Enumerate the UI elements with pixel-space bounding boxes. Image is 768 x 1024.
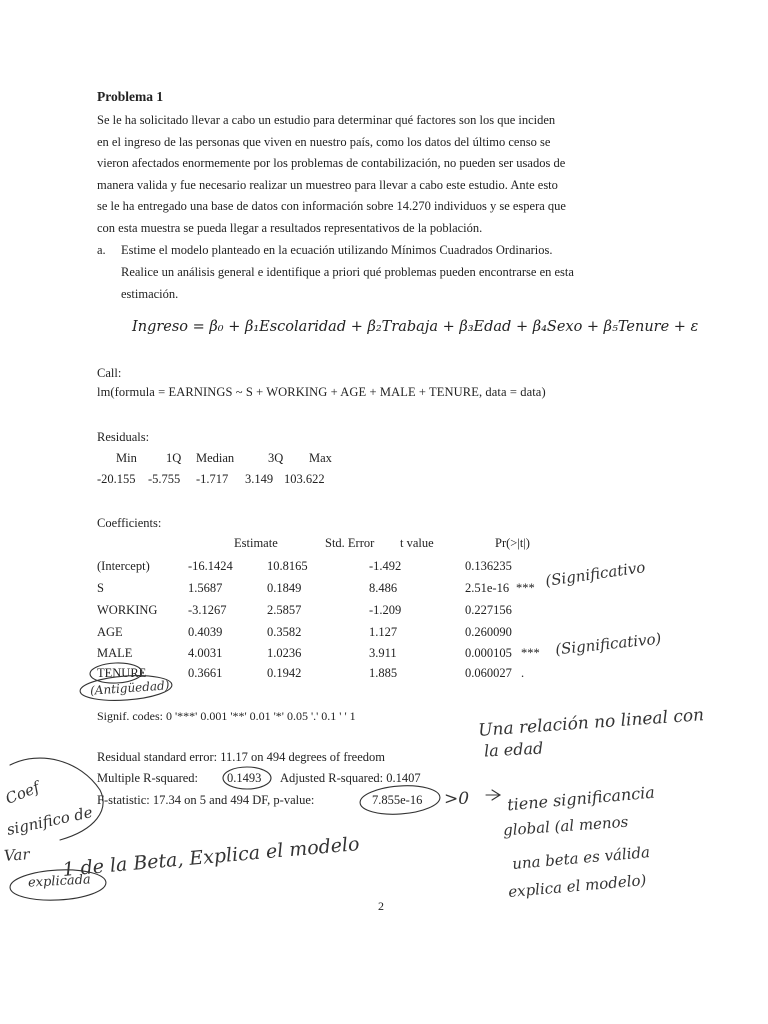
page-number: 2 [378, 899, 384, 913]
coef-p: 0.260090 [465, 625, 512, 639]
problem-title: Problema 1 [97, 89, 164, 104]
adj-r2-line: Adjusted R-squared: 0.1407 [280, 771, 421, 785]
coef-t: -1.492 [369, 559, 402, 573]
coef-estimate: 0.4039 [188, 625, 223, 639]
residual-value: -5.755 [148, 472, 181, 486]
intro-line: en el ingreso de las personas que viven en nuestro país, como los datos del último censo se [97, 134, 551, 149]
residual-header: Max [309, 451, 332, 465]
residual-value: -1.717 [196, 472, 229, 486]
coef-t: -1.209 [369, 603, 402, 617]
item-line: Estime el modelo planteado en la ecuación utilizando Mínimos Cuadrados Ordinarios. [121, 243, 553, 257]
coef-name: AGE [97, 625, 123, 639]
handwritten-note: (Antigüedad) [89, 678, 170, 698]
coef-sig: *** [521, 646, 540, 660]
coef-header: Pr(>|t|) [495, 536, 530, 550]
signif-codes: Signif. codes: 0 '***' 0.001 '**' 0.01 '*' 0.05 '.' 0.1 ' ' 1 [97, 709, 356, 723]
intro-line: manera valida y fue necesario realizar un muestreo para llevar a cabo este estudio. Ante esto [97, 177, 558, 192]
question-item-a [97, 239, 672, 305]
handwritten-note: tiene significancia [506, 782, 656, 815]
handwritten-note: significo de [5, 803, 95, 839]
coef-p: 0.227156 [465, 603, 512, 617]
coef-t: 8.486 [369, 581, 398, 595]
call-label: Call: [97, 366, 122, 380]
residual-header: 3Q [268, 451, 284, 465]
handwritten-note: la edad [483, 738, 544, 761]
coef-estimate: -16.1424 [188, 559, 233, 573]
coefficients-label: Coefficients: [97, 516, 162, 530]
residual-header: Median [196, 451, 235, 465]
handwritten-note: Una relación no lineal con [477, 705, 705, 741]
intro-line: vieron afectados enormemente por los problemas de contabilización, no pueden ser usados de [97, 156, 566, 170]
pvalue: 7.855e-16 [372, 793, 423, 807]
handwritten-note: global (al menos [502, 812, 629, 840]
coef-estimate: 0.3661 [188, 666, 223, 680]
residuals-label: Residuals: [97, 430, 150, 444]
handwritten-note: (Significativo [544, 558, 647, 590]
item-line: Realice un análisis general e identifique a priori qué problemas pueden encontrarse en esta [121, 265, 574, 279]
coef-estimate: 4.0031 [188, 646, 223, 660]
coef-p: 0.136235 [465, 559, 512, 573]
handwritten-note: una beta es válida [511, 843, 651, 873]
coef-p: 2.51e-16 [465, 581, 510, 595]
coef-t: 3.911 [369, 646, 397, 660]
fstat-line: F-statistic: 17.34 on 5 and 494 DF, p-value: [97, 793, 315, 807]
handwritten-note: Var [3, 845, 31, 865]
coef-name: S [97, 581, 104, 595]
coef-name: (Intercept) [97, 559, 150, 573]
coef-name: TENURE [97, 666, 147, 680]
coef-se: 2.5857 [267, 603, 302, 617]
r2-label: Multiple R-squared: [97, 771, 199, 785]
handwritten-note: (Significativo) [554, 629, 663, 659]
residual-header: 1Q [166, 451, 182, 465]
coef-se: 0.1849 [267, 581, 302, 595]
r2-value: 0.1493 [227, 771, 262, 785]
item-line: estimación. [121, 287, 179, 301]
coef-estimate: -3.1267 [188, 603, 227, 617]
coef-sig: . [521, 666, 525, 680]
intro-line: se le ha entregado una base de datos con información sobre 14.270 individuos y se espera que [97, 199, 566, 213]
coef-name: MALE [97, 646, 133, 660]
handwritten-note: >0 [444, 789, 470, 809]
coef-p: 0.060027 [465, 666, 512, 680]
coef-header: t value [400, 536, 434, 550]
intro-paragraph [97, 110, 667, 239]
coef-t: 1.885 [369, 666, 398, 680]
coef-sig: *** [516, 581, 535, 595]
coef-se: 0.1942 [267, 666, 302, 680]
call-formula: lm(formula = EARNINGS ~ S + WORKING + AGE + MALE + TENURE, data = data) [97, 385, 546, 399]
coef-header: Estimate [234, 536, 278, 550]
handwritten-note: explicada [27, 872, 92, 891]
coef-se: 10.8165 [267, 559, 308, 573]
handwritten-note: explica el modelo) [507, 870, 648, 902]
coef-estimate: 1.5687 [188, 581, 223, 595]
coef-se: 0.3582 [267, 625, 302, 639]
arrow [486, 790, 500, 800]
coef-se: 1.0236 [267, 646, 302, 660]
residual-value: 3.149 [245, 472, 274, 486]
handwritten-note: Coef [2, 778, 43, 808]
coef-p: 0.000105 [465, 646, 512, 660]
coef-header: Std. Error [325, 536, 375, 550]
handwritten-note: 1 de la Beta, Explica el modelo [61, 833, 361, 881]
intro-line: con esta muestra se pueda llegar a resultados representativos de la población. [97, 220, 483, 235]
item-label: a. [97, 243, 106, 257]
residual-header: Min [116, 451, 137, 465]
model-equation: Ingreso = β₀ + β₁Escolaridad + β₂Trabaja + β₃Edad + β₄Sexo + β₅Tenure + ε [132, 319, 699, 335]
residual-value: 103.622 [284, 472, 325, 486]
residual-value: -20.155 [97, 472, 136, 486]
coef-t: 1.127 [369, 625, 398, 639]
intro-line: Se le ha solicitado llevar a cabo un estudio para determinar qué factores son los que inciden [97, 113, 556, 127]
coef-name: WORKING [97, 603, 158, 617]
residual-se-line: Residual standard error: 11.17 on 494 degrees of freedom [97, 750, 385, 764]
